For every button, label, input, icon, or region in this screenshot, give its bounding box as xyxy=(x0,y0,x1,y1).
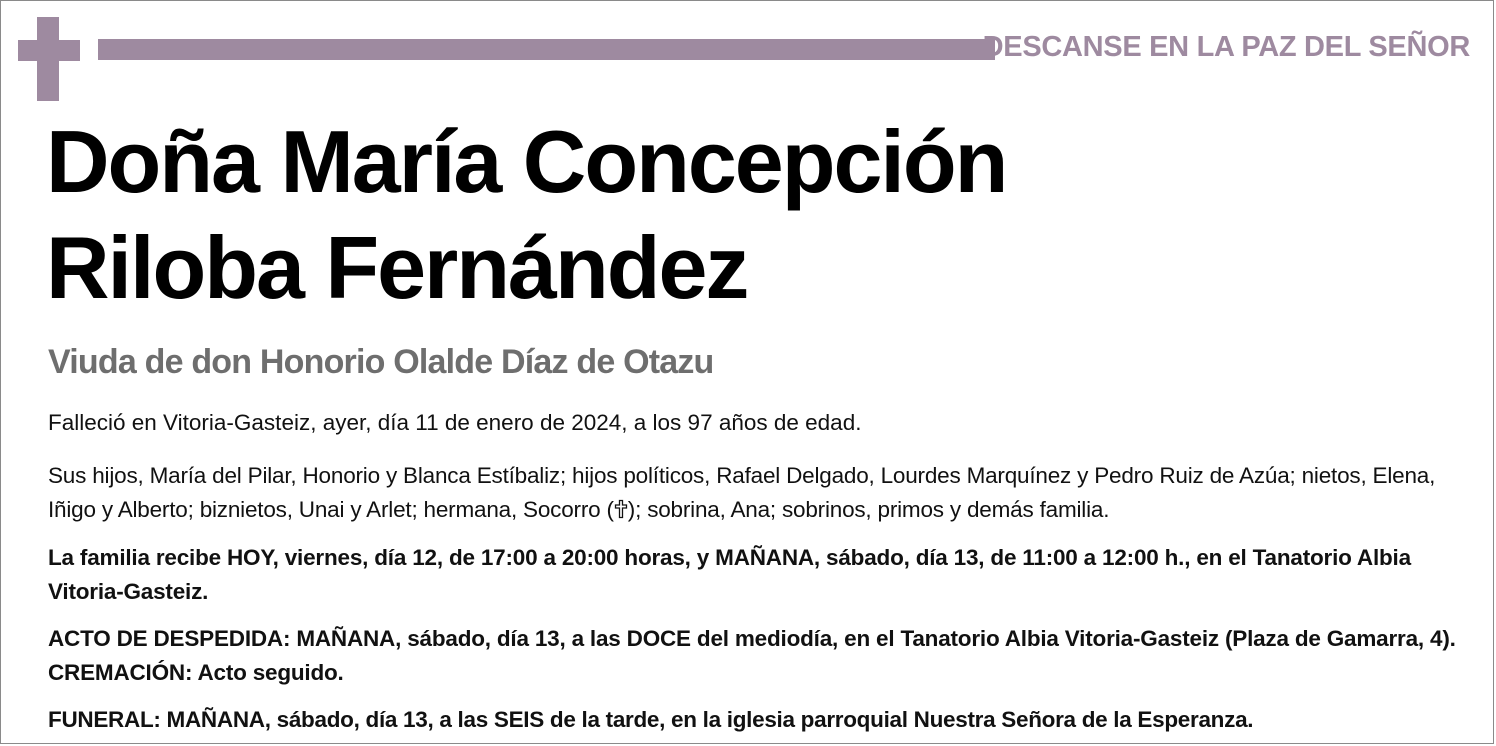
deceased-name-line1: Doña María Concepción xyxy=(46,112,1007,211)
family-list-part2: ); sobrina, Ana; sobrinos, primos y demás familia. xyxy=(627,497,1110,522)
family-list-part1: Sus hijos, María del Pilar, Honorio y Blanca Estíbaliz; hijos políticos, Rafael Delgado, Lourdes Marquínez y Pedro Ruiz de Azúa; nietos, Elena, Iñigo y Alberto; biznietos, Unai y Arlet; hermana, Socorro ( xyxy=(48,463,1436,522)
header-bar xyxy=(98,39,995,60)
widow-subtitle: Viuda de don Honorio Olalde Díaz de Otazu xyxy=(48,343,714,381)
deceased-name xyxy=(46,109,1006,321)
reception-info: La familia recibe HOY, viernes, día 12, de 17:00 a 20:00 horas, y MAÑANA, sábado, día 13, de 11:00 a 12:00 h., en el Tanatorio Albia Vitoria-Gasteiz. xyxy=(48,545,1411,604)
family-list xyxy=(48,459,1468,527)
funeral-info: FUNERAL: MAÑANA, sábado, día 13, a las SEIS de la tarde, en la iglesia parroquial Nuestra Señora de la Esperanza. xyxy=(48,707,1254,732)
farewell-info: ACTO DE DESPEDIDA: MAÑANA, sábado, día 13, a las DOCE del mediodía, en el Tanatorio Albia Vitoria-Gasteiz (Plaza de Gamarra, 4). CREMACIÓN: Acto seguido. xyxy=(48,626,1456,685)
motto-text: DESCANSE EN LA PAZ DEL SEÑOR xyxy=(982,31,1470,63)
deceased-name-line2: Riloba Fernández xyxy=(46,218,748,317)
small-cross-icon xyxy=(614,499,628,519)
cross-icon xyxy=(18,17,80,101)
death-notice: Falleció en Vitoria-Gasteiz, ayer, día 11 de enero de 2024, a los 97 años de edad. xyxy=(48,410,862,435)
